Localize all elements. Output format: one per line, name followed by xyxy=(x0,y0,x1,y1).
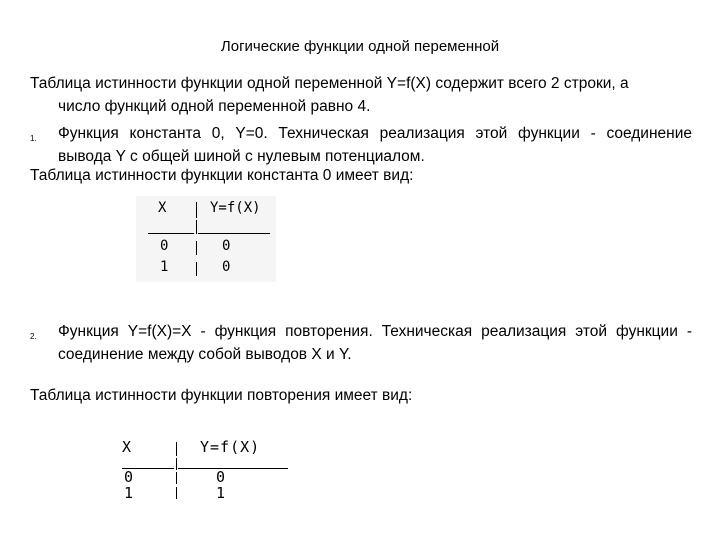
table1-header-y: Y=f(X) xyxy=(210,200,261,216)
table2-row1-x: 0 xyxy=(124,468,135,486)
table1-rule-divider xyxy=(196,220,197,234)
table1-header-divider xyxy=(196,202,197,218)
table1-row1-y: 0 xyxy=(222,238,231,254)
table1-row2-y: 0 xyxy=(222,259,231,275)
table1-rule-left xyxy=(148,233,194,234)
table2-rule-right xyxy=(178,468,288,469)
list-text-2: Функция Y=f(X)=X - функция повторения. Техническая реализация этой функции - соединение между собой выводов X и Y. xyxy=(58,323,692,363)
table2-row2-x: 1 xyxy=(124,484,135,502)
table1-row2-divider xyxy=(196,262,197,276)
table2-row1-y: 0 xyxy=(216,468,227,486)
table2-row2-divider xyxy=(176,487,177,499)
table2-header-y: Y=f(X) xyxy=(200,438,261,456)
table2-rule-divider xyxy=(176,458,177,470)
table2-caption: Таблица истинности функции повторения имеет вид: xyxy=(30,387,413,404)
list-text-1: Функция константа 0, Y=0. Техническая реализация этой функции - соединение вывода Y с общей шиной с нулевым потенциалом. xyxy=(58,125,692,165)
table1-header-x: X xyxy=(158,200,167,216)
truth-table-constant xyxy=(136,196,276,282)
list-number-1: 1. xyxy=(30,134,37,143)
intro-line-1: Таблица истинности функции одной переменной Y=f(X) содержит всего 2 строки, а xyxy=(30,75,629,92)
list-number-2: 2. xyxy=(30,332,37,341)
intro-paragraph xyxy=(30,72,692,118)
table2-header-x: X xyxy=(122,438,133,456)
table1-rule-right xyxy=(198,233,270,234)
intro-line-2: число функций одной переменной равно 4. xyxy=(58,98,371,115)
table1-row2-x: 1 xyxy=(160,259,169,275)
list-item-2 xyxy=(30,320,692,366)
table1-row1-x: 0 xyxy=(160,238,169,254)
slide-title: Логические функции одной переменной xyxy=(220,38,500,55)
list-item-1 xyxy=(30,122,692,168)
table1-row1-divider xyxy=(196,241,197,255)
table2-header-divider xyxy=(176,442,177,456)
truth-table-repeat xyxy=(112,436,297,502)
table2-row1-divider xyxy=(176,472,177,484)
table2-row2-y: 1 xyxy=(216,484,227,502)
table1-caption: Таблица истинности функции константа 0 имеет вид: xyxy=(30,167,414,184)
